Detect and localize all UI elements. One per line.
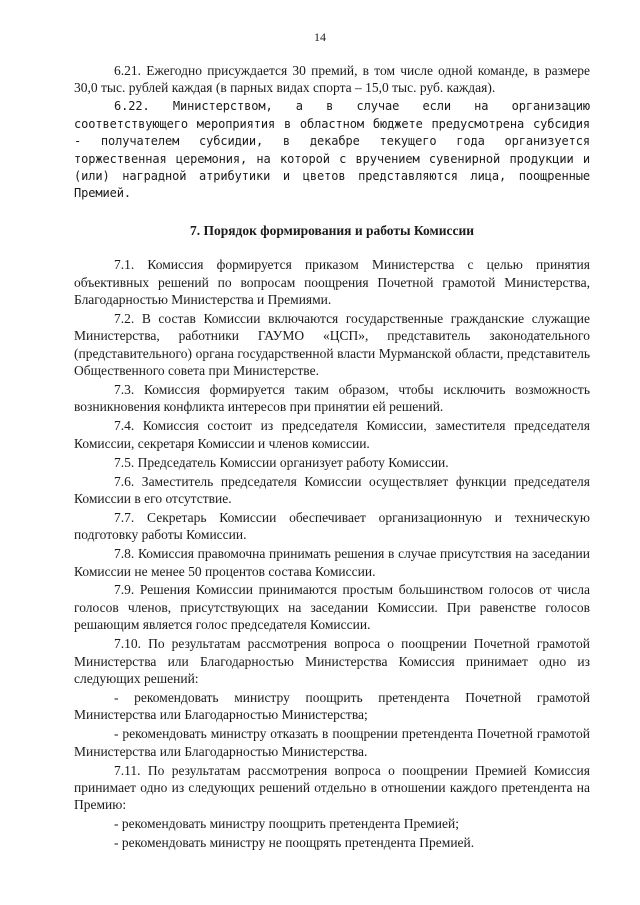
- option-7-10-encourage: - рекомендовать министру поощрить претендента Почетной грамотой Министерства или Благодарностью Министерства;: [74, 689, 590, 723]
- paragraph-7-7: 7.7. Секретарь Комиссии обеспечивает организационную и техническую подготовку работы Комиссии.: [74, 509, 590, 543]
- paragraph-7-10: 7.10. По результатам рассмотрения вопроса о поощрении Почетной грамотой Министерства или Благодарностью Министерства Комиссия принимает одно из следующих решений:: [74, 636, 590, 686]
- section-7-heading: 7. Порядок формирования и работы Комиссии: [189, 222, 475, 238]
- paragraph-7-1: 7.1. Комиссия формируется приказом Министерства с целью принятия объективных решений по вопросам поощрения Почетной грамотой Министерства, Благодарностью Министерства и Премиями.: [74, 257, 590, 307]
- paragraph-7-11: 7.11. По результатам рассмотрения вопроса о поощрении Премией Комиссия принимает одно из следующих решений отдельно в отношении каждого претендента на Премию:: [74, 762, 590, 813]
- paragraph-7-9: 7.9. Решения Комиссии принимаются простым большинством голосов от числа голосов членов, присутствующих на заседании Комиссии. При равенстве голосов решающим является голос председателя Комиссии.: [74, 582, 590, 633]
- page-number: 14: [314, 30, 326, 44]
- option-7-10-refuse: - рекомендовать министру отказать в поощрении претендента Почетной грамотой Министерства или Благодарностью Министерства.: [74, 726, 590, 759]
- option-7-11-not-encourage: - рекомендовать министру не поощрять претендента Премией.: [114, 835, 475, 851]
- paragraph-6-22: 6.22. Министерством, а в случае если на организацию соответствующего мероприятия в областном бюджете предусмотрена субсидия - получателем субсидии, в декабре текущего года организуется торжественная церемония, на которой с вручением сувенирной продукции и (или) наградной атрибутики и цветов представляются лица, поощренные Премией.: [74, 99, 590, 201]
- paragraph-7-6: 7.6. Заместитель председателя Комиссии осуществляет функции председателя Комиссии в его отсутствие.: [74, 473, 590, 506]
- paragraph-7-2: 7.2. В состав Комиссии включаются государственные гражданские служащие Министерства, работники ГАУМО «ЦСП», представитель законодательного (представительного) органа государственной власти Мурманской области, представитель Общественного совета при Министерстве.: [74, 310, 590, 379]
- paragraph-7-3: 7.3. Комиссия формируется таким образом, чтобы исключить возможность возникновения конфликта интересов при принятии ей решений.: [74, 382, 590, 415]
- paragraph-7-5: 7.5. Председатель Комиссии организует работу Комиссии.: [114, 454, 449, 470]
- document-body: [74, 62, 590, 853]
- paragraph-7-4: 7.4. Комиссия состоит из председателя Комиссии, заместителя председателя Комиссии, секретаря Комиссии и членов комиссии.: [74, 418, 590, 451]
- paragraph-7-8: 7.8. Комиссия правомочна принимать решения в случае присутствия на заседании Комиссии не менее 50 процентов состава Комиссии.: [74, 546, 590, 579]
- paragraph-6-21: 6.21. Ежегодно присуждается 30 премий, в том числе одной команде, в размере 30,0 тыс. рублей каждая (в парных видах спорта – 15,0 тыс. руб. каждая).: [74, 63, 590, 96]
- option-7-11-encourage: - рекомендовать министру поощрить претендента Премией;: [114, 816, 459, 832]
